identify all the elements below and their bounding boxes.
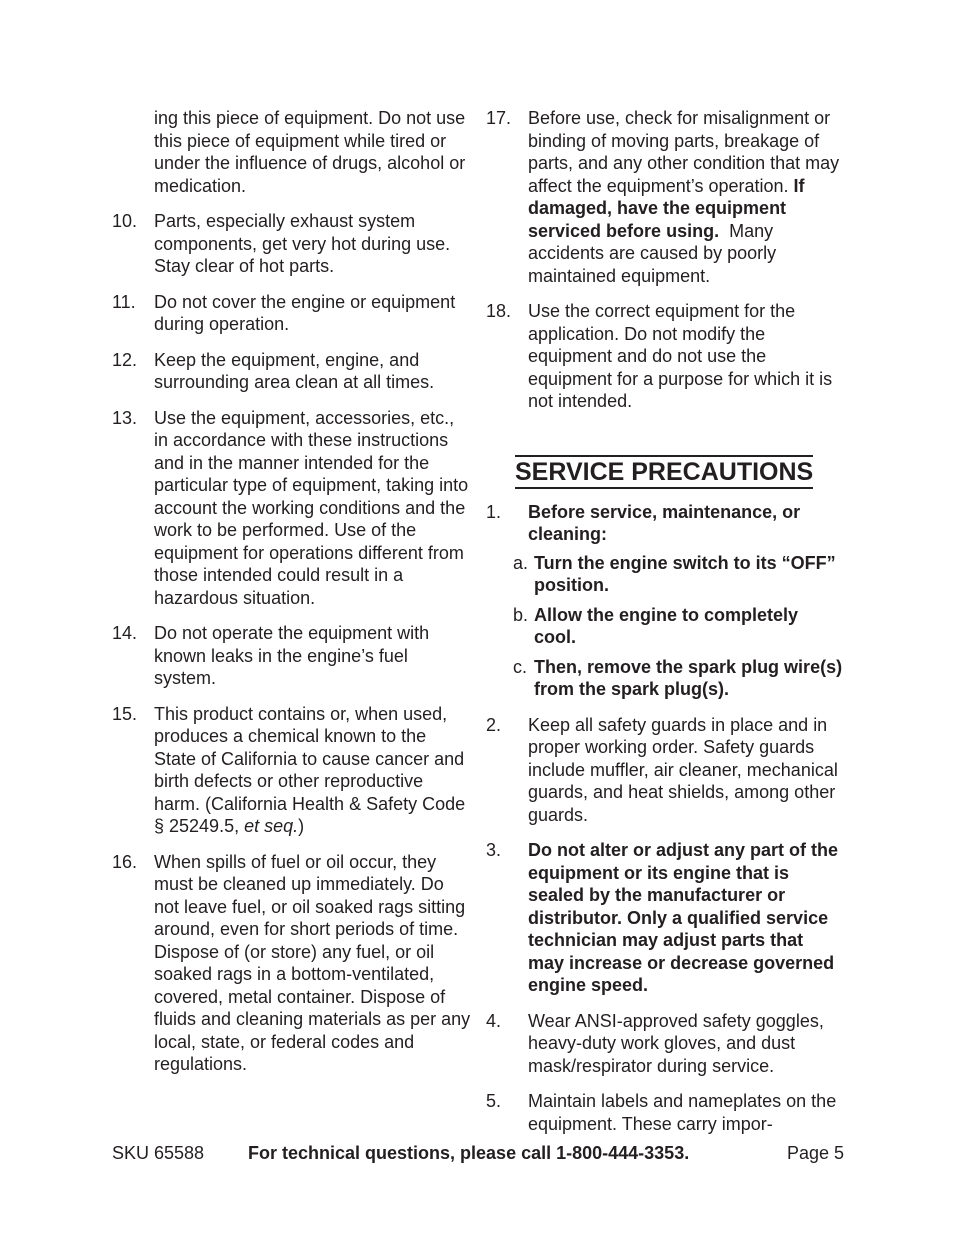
list-item-15 bbox=[112, 703, 472, 838]
sub-item-letter: c. bbox=[513, 656, 528, 677]
item-number: 10. bbox=[112, 211, 138, 231]
list-item-13 bbox=[112, 407, 472, 610]
list-item-18 bbox=[486, 300, 844, 413]
item-text bbox=[528, 107, 844, 287]
item-text: When spills of fuel or oil occur, they must be cleaned up immediately. Do not leave fuel, or oil soaked rags sitting around, even for short periods of time. Dispose of (or store) any fuel, or oil soaked rags in a bottom-ventilated, covered, metal container. Dispose of fluids and cleaning materials as per any local, state, or federal codes and regulations. bbox=[154, 851, 471, 1074]
item-text: Do not alter or adjust any part of the equipment or its engine that is sealed by the manufacturer or distributor. Only a qualified service technician may adjust parts that may increase or decrease governed engine speed. bbox=[528, 840, 839, 995]
item-number: 2. bbox=[486, 714, 502, 735]
service-item-4 bbox=[486, 1010, 844, 1078]
list-item-10 bbox=[112, 210, 472, 278]
item-text: Use the equipment, accessories, etc., in accordance with these instructions and in the manner intended for the particular type of equipment, taking into account the working conditions and the work to be performed. Use of the equipment for operations different from those intended could result in a hazardous situation. bbox=[154, 407, 469, 608]
list-item-14 bbox=[112, 622, 472, 690]
item-text-bold: If damaged, have the equipment serviced before using. bbox=[528, 175, 805, 241]
item-number: 5. bbox=[486, 1091, 502, 1111]
service-item-5 bbox=[486, 1090, 844, 1135]
list-item-17 bbox=[486, 107, 844, 287]
sub-item-letter: b. bbox=[513, 604, 529, 625]
item-text-italic: et seq. bbox=[244, 816, 299, 836]
service-item-3 bbox=[486, 839, 844, 997]
item-text: Do not cover the engine or equipment during operation. bbox=[154, 291, 456, 334]
service-item-1 bbox=[486, 501, 844, 546]
sub-item-b bbox=[513, 604, 844, 649]
item-text: Keep the equipment, engine, and surrounding area clean at all times. bbox=[154, 349, 435, 392]
list-item-11 bbox=[112, 291, 472, 336]
item-text: Use the correct equipment for the application. Do not modify the equipment and do not use the equipment for a purpose for which it is not intended. bbox=[528, 301, 833, 411]
item-text: Parts, especially exhaust system components, get very hot during use. Stay clear of hot parts. bbox=[154, 211, 451, 276]
service-item-2 bbox=[486, 714, 844, 827]
list-item-12 bbox=[112, 349, 472, 394]
left-column bbox=[112, 107, 472, 1089]
right-column bbox=[486, 107, 844, 1148]
item-text-end: ) bbox=[298, 816, 305, 836]
item-number: 14. bbox=[112, 623, 138, 643]
item-number: 12. bbox=[112, 349, 138, 370]
item-text: Keep all safety guards in place and in proper working order. Safety guards include muffler, air cleaner, mechanical guards, and heat shields, among other guards. bbox=[528, 714, 838, 825]
page-number: Page 5 bbox=[786, 1143, 844, 1163]
continued-paragraph: ing this piece of equipment. Do not use this piece of equipment while tired or under the influence of drugs, alcohol or medication. bbox=[154, 108, 466, 196]
sku-label: SKU 65588 bbox=[112, 1143, 205, 1163]
item-number: 13. bbox=[112, 407, 138, 428]
sub-item-text: Turn the engine switch to its “OFF” position. bbox=[534, 552, 836, 595]
sub-item-c bbox=[513, 656, 844, 701]
item-text-main: This product contains or, when used, produces a chemical known to the State of California to cause cancer and birth defects or other reproductive harm. (California Health & Safety Code § 25249.5, bbox=[154, 703, 466, 836]
item-number: 4. bbox=[486, 1010, 502, 1031]
item-number: 16. bbox=[112, 851, 138, 872]
item-number: 15. bbox=[112, 703, 138, 724]
item-text-main: Before use, check for misalignment or binding of moving parts, breakage of parts, and any other condition that may affect the equipment’s operation. bbox=[528, 108, 840, 196]
item-text: Before service, maintenance, or cleaning: bbox=[528, 501, 801, 544]
item-text: Wear ANSI-approved safety goggles, heavy-duty work gloves, and dust mask/respirator during service. bbox=[528, 1010, 824, 1076]
sub-item-a bbox=[513, 552, 844, 597]
item-text: Maintain labels and nameplates on the equipment. These carry impor- bbox=[528, 1091, 837, 1134]
item-text: Do not operate the equipment with known leaks in the engine’s fuel system. bbox=[154, 623, 430, 688]
page-footer bbox=[112, 1142, 844, 1166]
sub-item-text: Then, remove the spark plug wire(s) from the spark plug(s). bbox=[534, 656, 843, 699]
technical-questions-note: For technical questions, please call 1-800-444-3353. bbox=[248, 1143, 690, 1163]
item-text-end: Many accidents are caused by poorly maintained equipment. bbox=[528, 220, 777, 286]
item-number: 17. bbox=[486, 108, 512, 128]
list-item-16 bbox=[112, 851, 472, 1076]
item-number: 18. bbox=[486, 301, 512, 321]
section-heading: SERVICE PRECAUTIONS bbox=[515, 455, 813, 489]
sub-item-letter: a. bbox=[513, 552, 529, 573]
sub-item-text: Allow the engine to completely cool. bbox=[534, 604, 799, 647]
item-number: 11. bbox=[112, 291, 136, 312]
item-number: 3. bbox=[486, 840, 502, 860]
item-number: 1. bbox=[486, 501, 502, 522]
item-text bbox=[154, 703, 472, 838]
